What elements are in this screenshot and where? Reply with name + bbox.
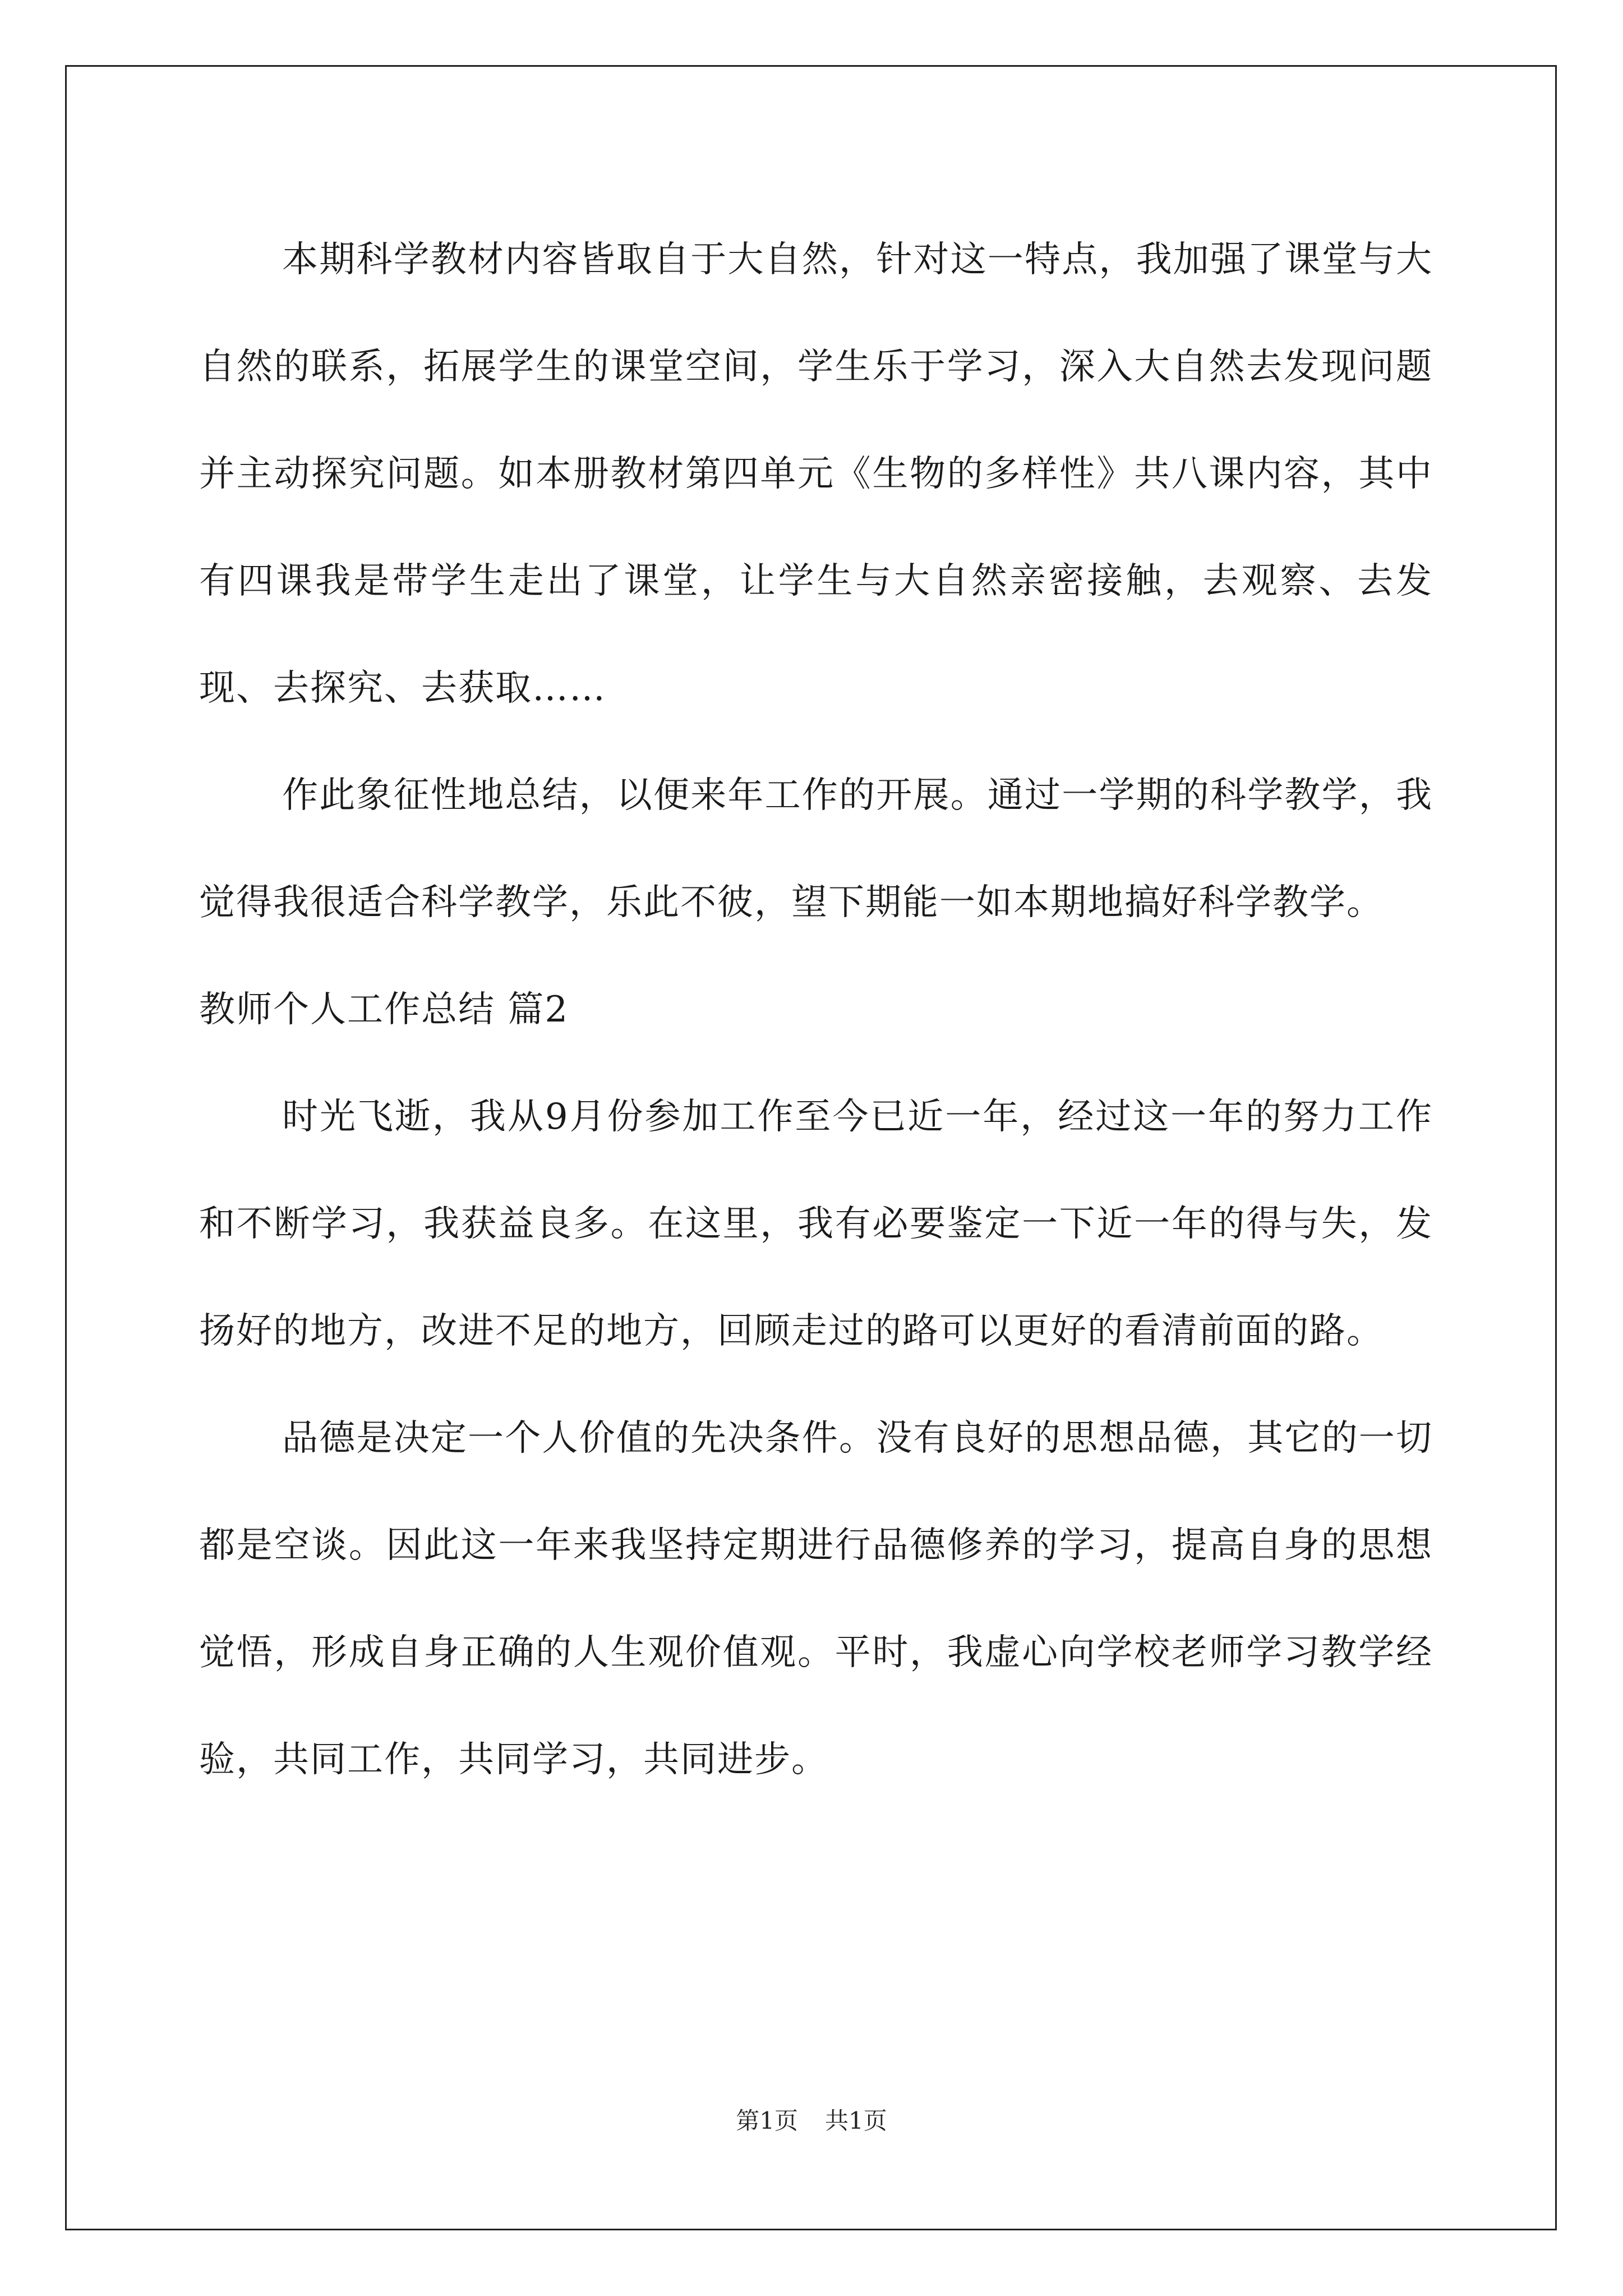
paragraph-1: 本期科学教材内容皆取自于大自然，针对这一特点，我加强了课堂与大自然的联系，拓展学生的课堂空间，学生乐于学习，深入大自然去发现问题并主动探究问题。如本册教材第四单元《生物的多样性》共八课内容，其中有四课我是带学生走出了课堂，让学生与大自然亲密接触，去观察、去发现、去探究、去获取…… xyxy=(199,239,1433,709)
section-heading: 教师个人工作总结 篇2 xyxy=(199,989,569,1030)
document-body xyxy=(199,206,1433,1814)
page-total: 共1页 xyxy=(825,2107,887,2134)
paragraph-3: 时光飞逝，我从9月份参加工作至今已近一年，经过这一年的努力工作和不断学习，我获益良多。在这里，我有必要鉴定一下近一年的得与失，发扬好的地方，改进不足的地方，回顾走过的路可以更好的看清前面的路。 xyxy=(199,1096,1433,1352)
paragraph-4: 品德是决定一个人价值的先决条件。没有良好的思想品德，其它的一切都是空谈。因此这一年来我坚持定期进行品德修养的学习，提高自身的思想觉悟，形成自身正确的人生观价值观。平时，我虚心向学校老师学习教学经验，共同工作，共同学习，共同进步。 xyxy=(199,1418,1433,1780)
page-number: 第1页 xyxy=(736,2107,798,2134)
paragraph-2: 作此象征性地总结，以便来年工作的开展。通过一学期的科学教学，我觉得我很适合科学教学，乐此不彼，望下期能一如本期地搞好科学教学。 xyxy=(199,775,1433,923)
page-footer xyxy=(0,2102,1623,2136)
